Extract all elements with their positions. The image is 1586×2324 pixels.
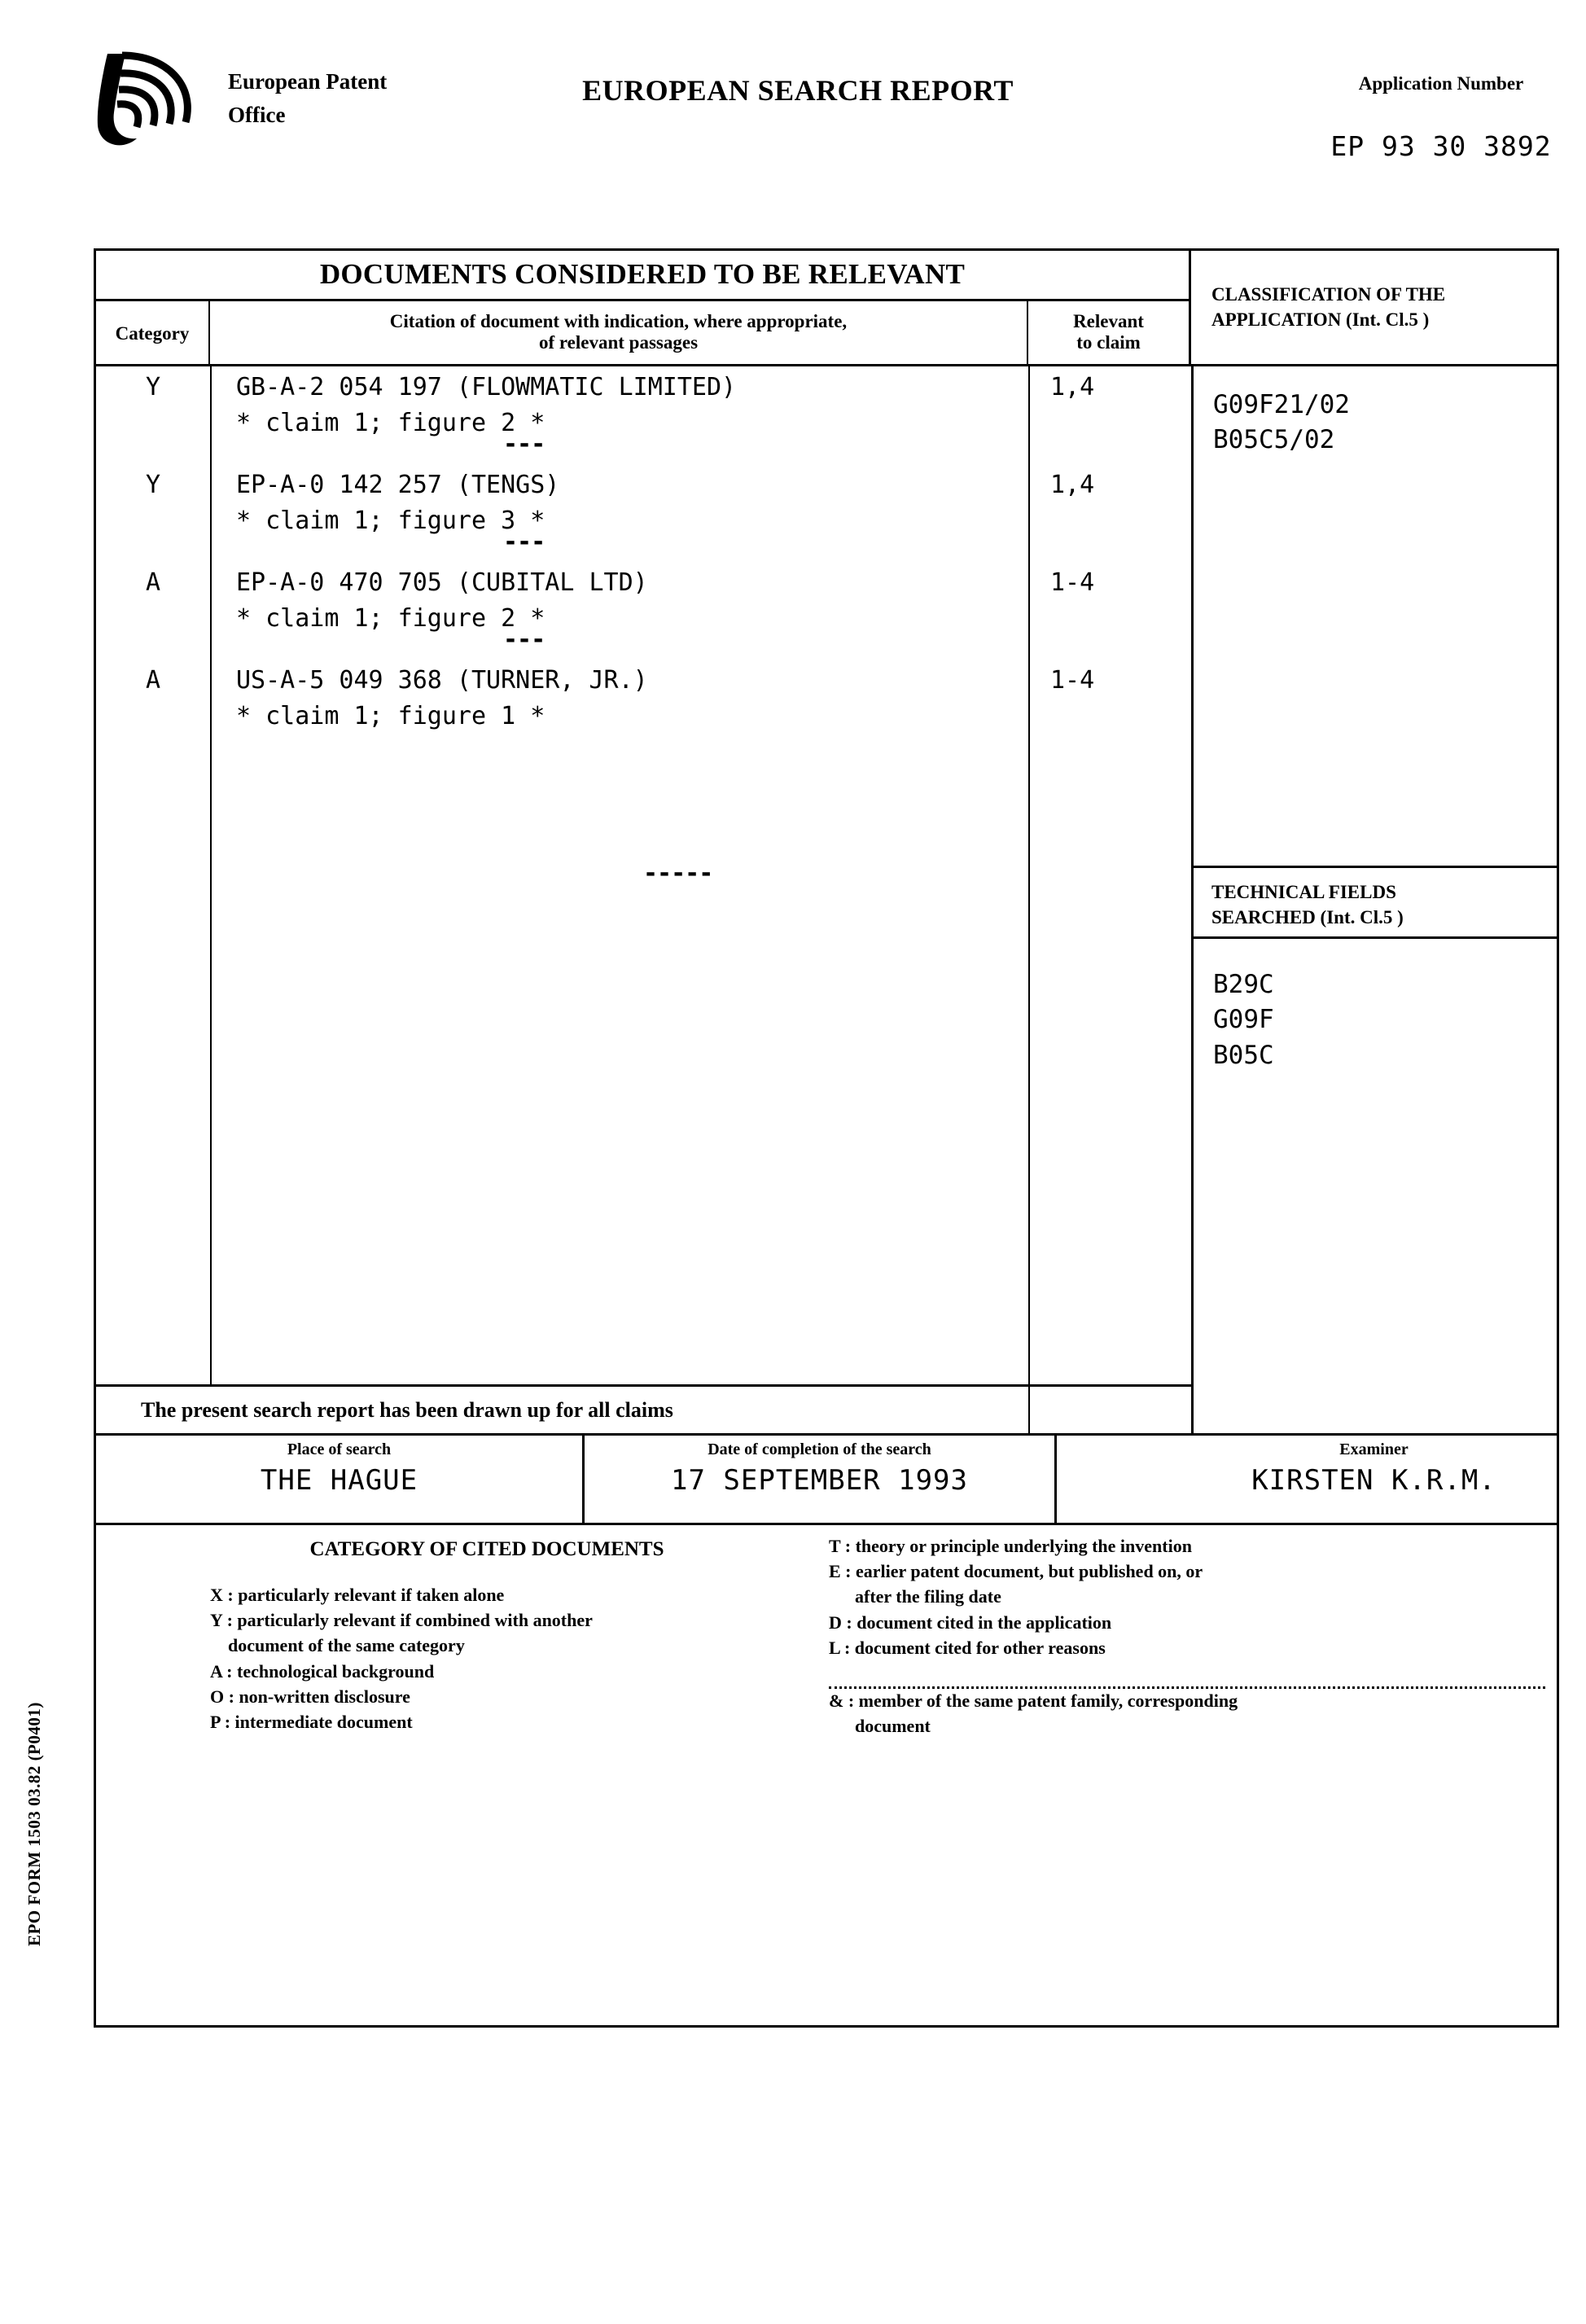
entry-passage: * claim 1; figure 1 * — [236, 701, 545, 730]
form-code: EPO FORM 1503 03.82 (P0401) — [24, 1702, 44, 1946]
entry-category: Y — [145, 373, 161, 401]
technical-fields-header — [1191, 866, 1559, 939]
page-header — [90, 33, 1552, 179]
legend-item-y-cont: document of the same category — [228, 1635, 465, 1656]
place-of-search-cell — [96, 1436, 585, 1523]
entry-citation-text: EP-A-0 470 705 (CUBITAL LTD) — [236, 568, 648, 597]
column-header-classification-line2: APPLICATION (Int. Cl.5 ) — [1211, 309, 1430, 331]
legend-left-column — [210, 1582, 829, 1734]
entry-citation-text: EP-A-0 142 257 (TENGS) — [236, 471, 560, 499]
legend-item-d: D : document cited in the application — [829, 1611, 1112, 1633]
entry-separator: --- — [503, 625, 545, 654]
place-of-search-label: Place of search — [287, 1440, 392, 1458]
legend-item-amp: & : member of the same patent family, corresponding — [829, 1690, 1238, 1712]
legend-item-x: X : particularly relevant if taken alone — [210, 1585, 505, 1605]
search-info-row — [96, 1433, 1557, 1523]
legend-item-a: A : technological background — [210, 1660, 435, 1682]
legend-item-e: E : earlier patent document, but published on, or — [829, 1561, 1203, 1582]
entry-passage: * claim 1; figure 2 * — [236, 408, 545, 437]
page-title: EUROPEAN SEARCH REPORT — [582, 74, 1014, 107]
citation-entries — [96, 366, 1191, 888]
entry-separator: --- — [503, 528, 545, 556]
office-name-line2: Office — [228, 102, 286, 127]
documents-table — [94, 248, 1559, 2028]
entry-citation-text: US-A-5 049 368 (TURNER, JR.) — [236, 666, 648, 695]
office-name-line1: European Patent — [228, 69, 388, 94]
application-number-label: Application Number — [1358, 73, 1524, 94]
entry-passage: * claim 1; figure 2 * — [236, 603, 545, 633]
classification-codes: G09F21/02 B05C5/02 — [1213, 390, 1350, 455]
examiner-label: Examiner — [1339, 1440, 1409, 1458]
entry-passage: * claim 1; figure 3 * — [236, 506, 545, 535]
column-header-category: Category — [96, 301, 210, 366]
legend-dotted-divider — [829, 1686, 1545, 1689]
column-header-relevant — [1028, 301, 1191, 366]
entry-category: Y — [145, 471, 161, 499]
legend-item-y: Y : particularly relevant if combined with another — [210, 1610, 593, 1631]
date-of-completion-value: 17 SEPTEMBER 1993 — [671, 1464, 968, 1497]
table-row — [96, 660, 1191, 757]
entry-separator: --- — [503, 430, 545, 458]
entry-relevant-claims: 1-4 — [1050, 666, 1095, 695]
technical-fields-header-line2: SEARCHED (Int. Cl.5 ) — [1211, 907, 1404, 928]
table-row — [96, 464, 1191, 562]
column-header-citation-line2: of relevant passages — [538, 332, 699, 353]
legend-item-e-cont: after the filing date — [855, 1586, 1001, 1607]
entry-citation-text: GB-A-2 054 197 (FLOWMATIC LIMITED) — [236, 373, 737, 401]
examiner-value: KIRSTEN K.R.M. — [1251, 1464, 1496, 1497]
legend-title: CATEGORY OF CITED DOCUMENTS — [309, 1538, 664, 1560]
claims-statement: The present search report has been drawn up for all claims — [96, 1384, 1191, 1433]
table-row — [96, 562, 1191, 660]
examiner-cell — [1191, 1436, 1557, 1523]
entry-citation — [236, 467, 1018, 538]
column-header-citation — [210, 301, 1028, 366]
column-header-citation-line1: Citation of document with indication, where appropriate, — [389, 311, 848, 331]
entry-relevant-claims: 1,4 — [1050, 471, 1095, 499]
place-of-search-value: THE HAGUE — [260, 1464, 418, 1497]
entry-citation — [236, 565, 1018, 636]
legend-item-l: L : document cited for other reasons — [829, 1637, 1106, 1658]
date-of-completion-label: Date of completion of the search — [708, 1440, 931, 1458]
date-of-completion-cell — [585, 1436, 1057, 1523]
entry-category: A — [145, 568, 161, 597]
application-number-value: EP 93 30 3892 — [1330, 130, 1552, 162]
legend-right-column — [829, 1533, 1545, 1739]
office-name — [228, 65, 472, 131]
technical-fields-header-line1: TECHNICAL FIELDS — [1211, 882, 1396, 902]
entry-relevant-claims: 1-4 — [1050, 568, 1095, 597]
entry-category: A — [145, 666, 161, 695]
entry-citation — [236, 663, 1018, 734]
column-header-relevant-line2: to claim — [1076, 332, 1141, 353]
column-header-relevant-line1: Relevant — [1073, 311, 1144, 331]
column-header-classification-line1: CLASSIFICATION OF THE — [1211, 284, 1446, 305]
legend-item-amp-cont: document — [855, 1716, 931, 1737]
epo-logo-icon — [90, 49, 212, 155]
category-legend — [96, 1523, 1557, 1767]
technical-fields-codes: B29C G09F B05C — [1213, 970, 1274, 1070]
entries-end-marker: ----- — [643, 859, 713, 888]
legend-item-t: T : theory or principle underlying the invention — [829, 1536, 1192, 1556]
documents-band-title: DOCUMENTS CONSIDERED TO BE RELEVANT — [96, 251, 1191, 301]
legend-item-p: P : intermediate document — [210, 1712, 413, 1733]
table-row — [96, 366, 1191, 464]
legend-item-o: O : non-written disclosure — [210, 1686, 410, 1707]
column-header-classification — [1191, 251, 1559, 366]
entry-citation — [236, 370, 1018, 441]
entry-relevant-claims: 1,4 — [1050, 373, 1095, 401]
